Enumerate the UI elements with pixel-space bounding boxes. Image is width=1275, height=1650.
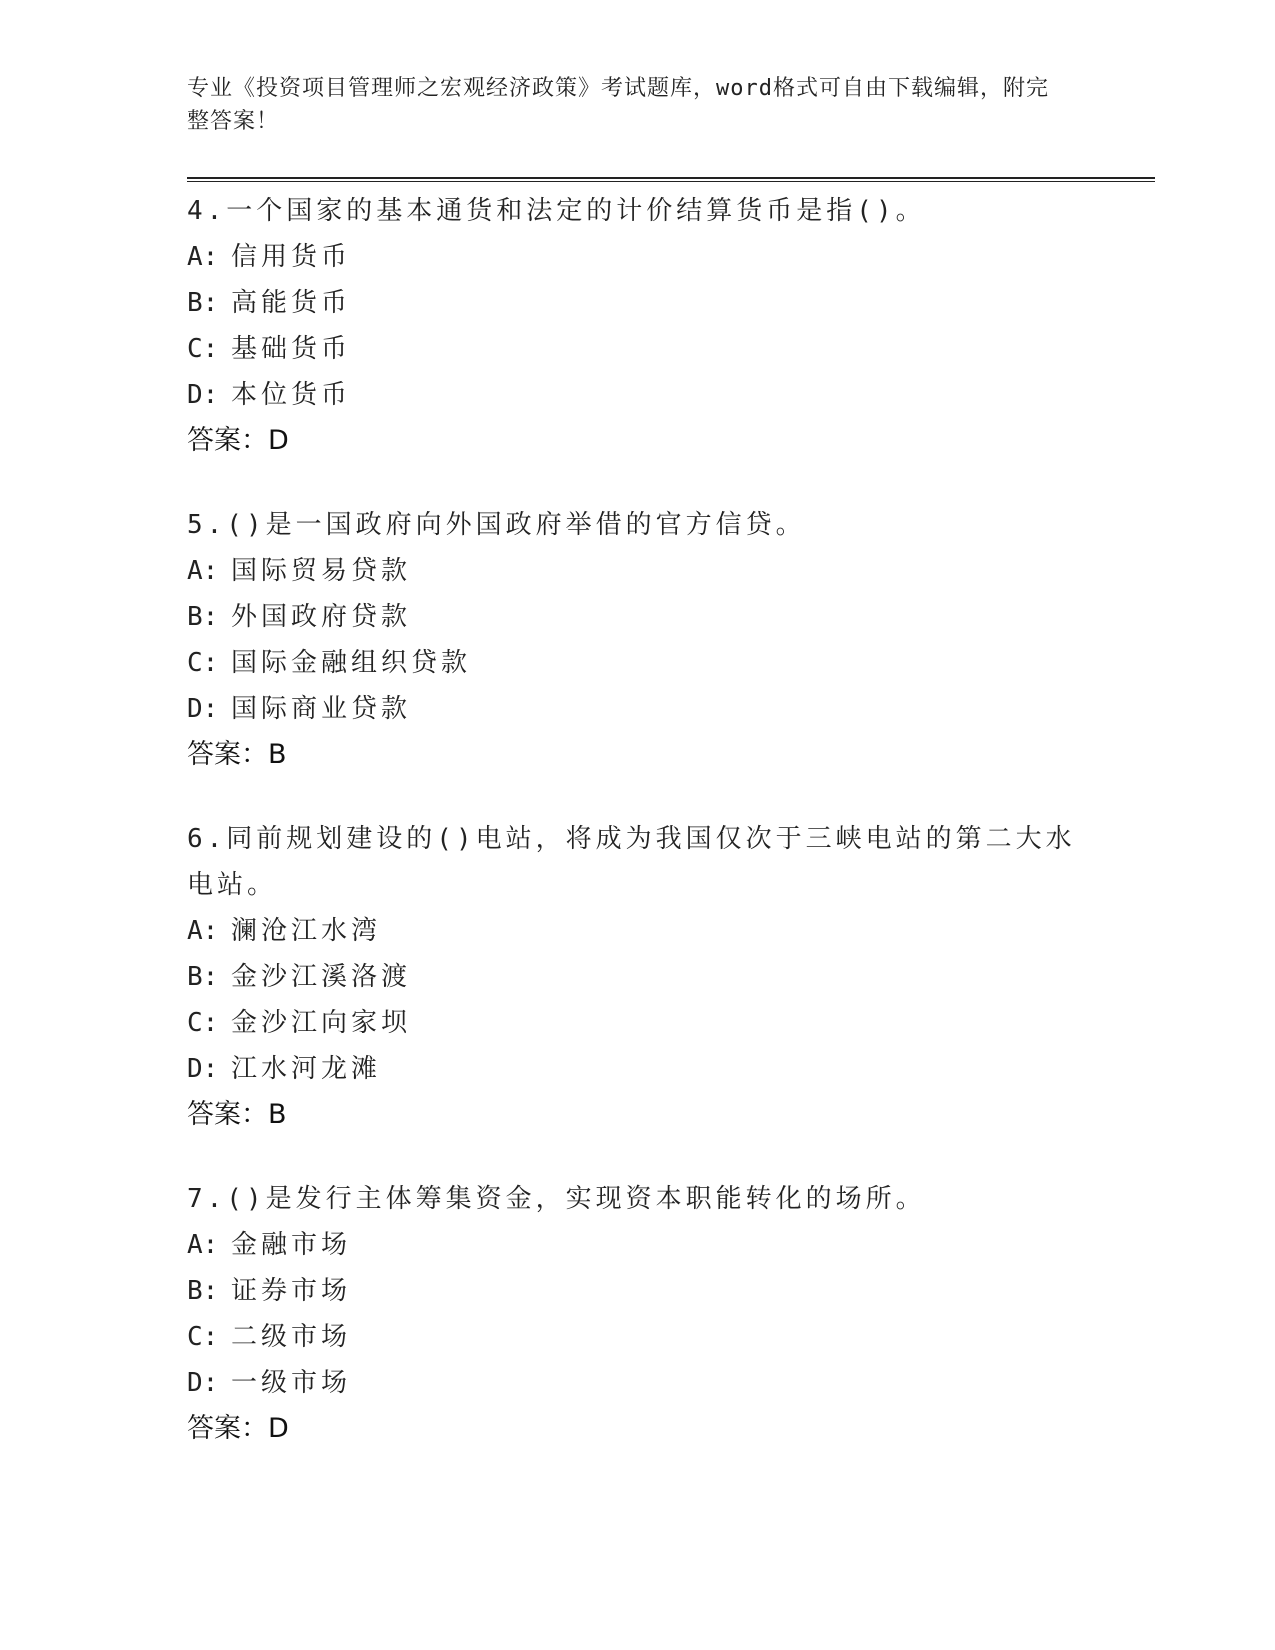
option-text: 澜沧江水湾	[231, 916, 382, 946]
question-stem: 5.()是一国政府向外国政府举借的官方信贷。	[187, 510, 806, 540]
option-key: A:	[187, 1230, 219, 1260]
option-b	[187, 954, 1087, 1000]
option-text: 金沙江向家坝	[231, 1008, 412, 1038]
option-key: C:	[187, 334, 219, 364]
option-text: 江水河龙滩	[231, 1054, 382, 1084]
option-d	[187, 686, 1087, 732]
option-b	[187, 280, 1087, 326]
question-item	[187, 816, 1087, 1138]
option-a	[187, 548, 1087, 594]
option-text: 国际商业贷款	[231, 694, 412, 724]
option-a	[187, 234, 1087, 280]
option-key: B:	[187, 1276, 219, 1306]
option-c	[187, 640, 1087, 686]
question-answer: 答案：D	[187, 425, 289, 456]
option-d	[187, 1046, 1087, 1092]
option-key: A:	[187, 242, 219, 272]
option-key: B:	[187, 288, 219, 318]
question-answer: 答案：D	[187, 1413, 289, 1444]
option-b	[187, 1268, 1087, 1314]
option-text: 国际贸易贷款	[231, 556, 412, 586]
option-text: 国际金融组织贷款	[231, 648, 472, 678]
question-stem: 7.()是发行主体筹集资金，实现资本职能转化的场所。	[187, 1184, 926, 1214]
document-intro: 专业《投资项目管理师之宏观经济政策》考试题库，word格式可自由下载编辑，附完整答案！	[187, 76, 1049, 134]
question-stem: 6.同前规划建设的()电站，将成为我国仅次于三峡电站的第二大水电站。	[187, 824, 1076, 900]
option-key: D:	[187, 380, 219, 410]
header-divider	[187, 177, 1155, 182]
question-answer: 答案：B	[187, 1099, 287, 1130]
option-key: D:	[187, 1054, 219, 1084]
option-text: 外国政府贷款	[231, 602, 412, 632]
option-text: 金沙江溪洛渡	[231, 962, 412, 992]
option-text: 证券市场	[231, 1276, 352, 1306]
question-item	[187, 1176, 1087, 1452]
option-a	[187, 908, 1087, 954]
option-key: D:	[187, 1368, 219, 1398]
question-answer: 答案：B	[187, 739, 287, 770]
option-c	[187, 1000, 1087, 1046]
option-text: 金融市场	[231, 1230, 352, 1260]
option-key: C:	[187, 648, 219, 678]
option-text: 一级市场	[231, 1368, 352, 1398]
option-a	[187, 1222, 1087, 1268]
option-key: C:	[187, 1008, 219, 1038]
option-d	[187, 372, 1087, 418]
question-item	[187, 502, 1087, 778]
option-key: C:	[187, 1322, 219, 1352]
option-key: B:	[187, 602, 219, 632]
option-c	[187, 326, 1087, 372]
option-d	[187, 1360, 1087, 1406]
question-item	[187, 188, 1087, 464]
question-stem: 4.一个国家的基本通货和法定的计价结算货币是指()。	[187, 196, 926, 226]
option-key: A:	[187, 916, 219, 946]
option-key: B:	[187, 962, 219, 992]
option-text: 基础货币	[231, 334, 352, 364]
option-text: 高能货币	[231, 288, 352, 318]
option-key: A:	[187, 556, 219, 586]
question-list	[187, 188, 1087, 1490]
option-text: 二级市场	[231, 1322, 352, 1352]
option-b	[187, 594, 1087, 640]
option-text: 本位货币	[231, 380, 352, 410]
option-c	[187, 1314, 1087, 1360]
option-key: D:	[187, 694, 219, 724]
option-text: 信用货币	[231, 242, 352, 272]
